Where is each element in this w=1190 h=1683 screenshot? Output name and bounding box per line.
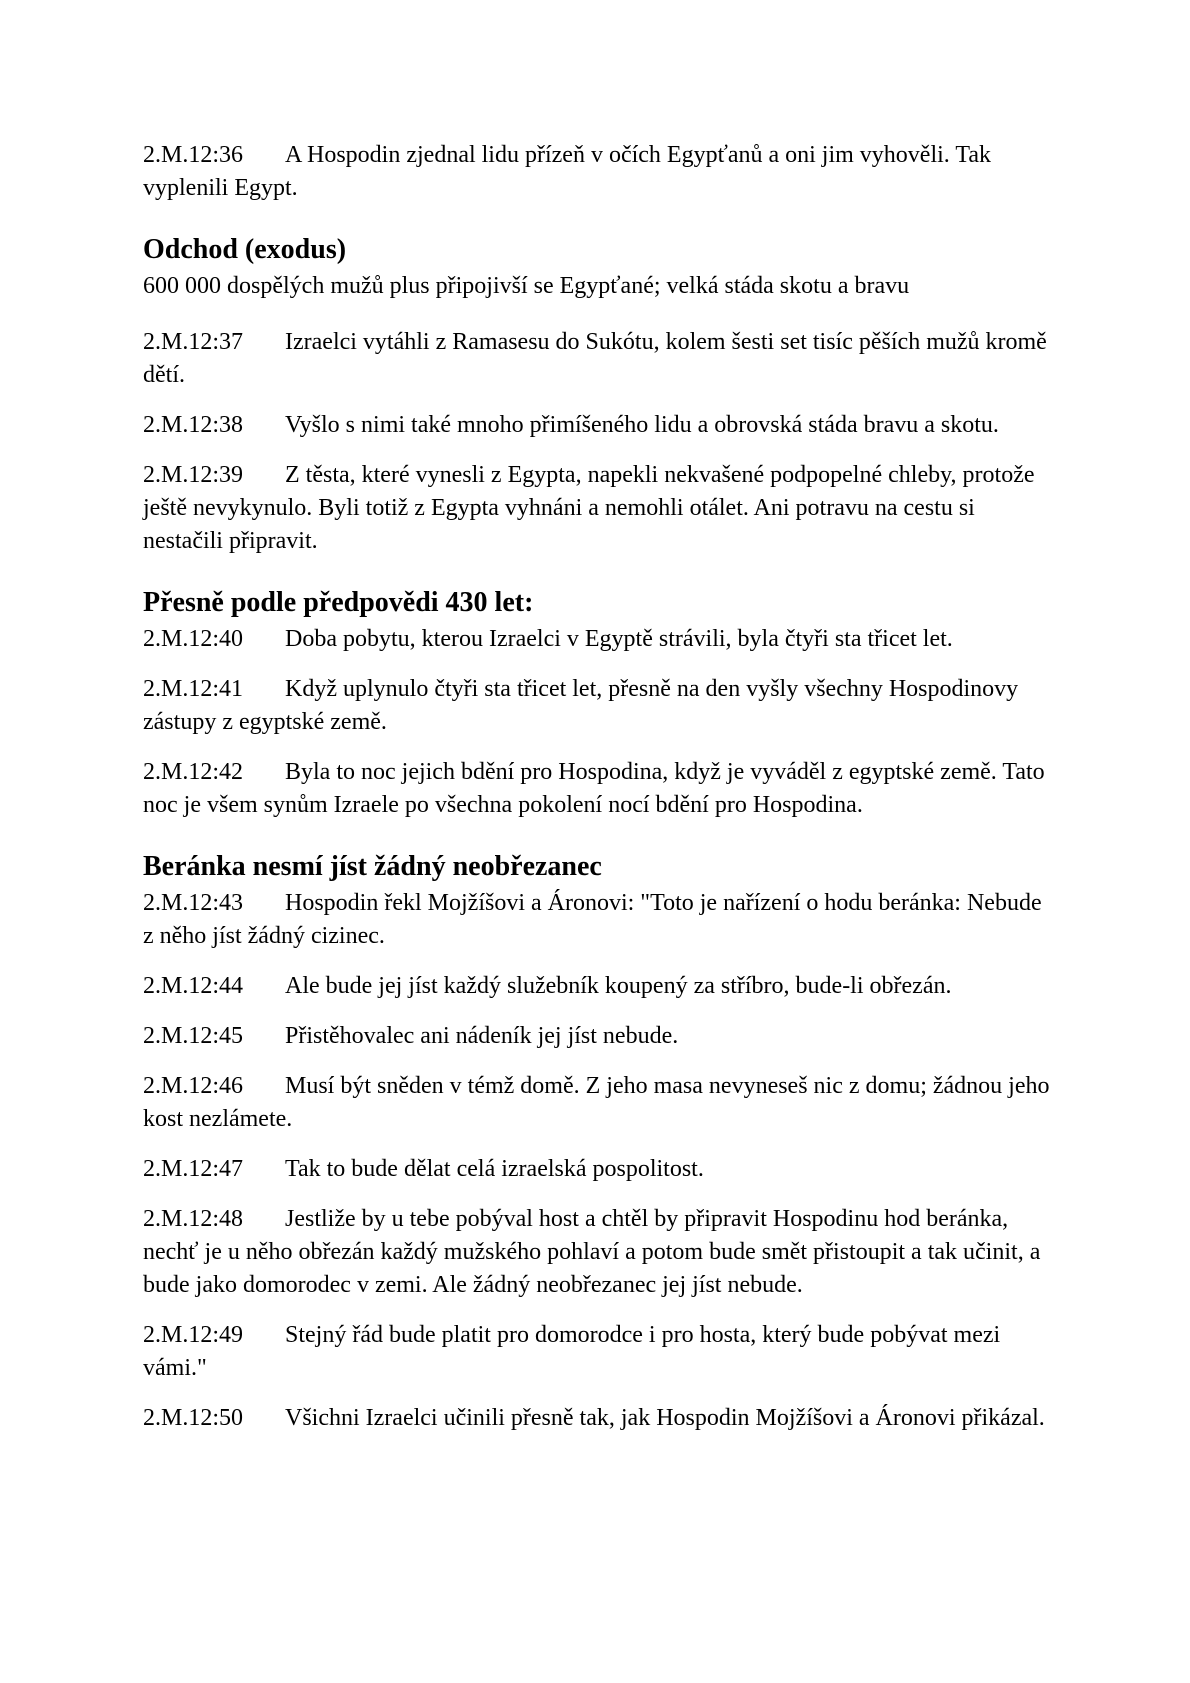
verse-paragraph <box>143 459 1053 558</box>
section-heading: Beránka nesmí jíst žádný neobřezanec <box>143 851 602 882</box>
verse-ref: 2.M.12:45 <box>143 1023 244 1049</box>
verse-paragraph <box>143 673 1053 739</box>
verse-text: Doba pobytu, kterou Izraelci v Egyptě strávili, byla čtyři sta třicet let. <box>285 626 953 652</box>
verse-ref: 2.M.12:37 <box>143 329 244 355</box>
verse-ref: 2.M.12:41 <box>143 676 244 702</box>
verse-text: Stejný řád bude platit pro domorodce i pro hosta, který bude pobývat mezi vámi." <box>143 1322 1001 1381</box>
verse-text: Když uplynulo čtyři sta třicet let, přesně na den vyšly všechny Hospodinovy zástupy z egyptské země. <box>143 676 1019 735</box>
section-heading: Přesně podle předpovědi 430 let: <box>143 587 534 618</box>
verse-ref: 2.M.12:43 <box>143 890 244 916</box>
verse-ref: 2.M.12:38 <box>143 412 244 438</box>
verse-paragraph <box>143 139 1053 205</box>
verse-text: Z těsta, které vynesli z Egypta, napekli nekvašené podpopelné chleby, protože ještě nevykynulo. Byli totiž z Egypta vyhnáni a nemohli otálet. Ani potravu na cestu si nestačili připravit. <box>143 462 1035 554</box>
verse-text: Tak to bude dělat celá izraelská pospolitost. <box>285 1156 704 1182</box>
verse-paragraph <box>143 1020 1053 1053</box>
verse-text: Ale bude jej jíst každý služebník koupený za stříbro, bude-li obřezán. <box>285 973 952 999</box>
verse-ref: 2.M.12:46 <box>143 1073 244 1099</box>
verse-ref: 2.M.12:40 <box>143 626 244 652</box>
section-intro <box>143 139 1053 205</box>
verse-text: Musí být sněden v témž domě. Z jeho masa nevyneseš nic z domu; žádnou jeho kost nezlámete. <box>143 1073 1050 1132</box>
verse-paragraph <box>143 1153 1053 1186</box>
verse-paragraph <box>143 1070 1053 1136</box>
verse-ref: 2.M.12:42 <box>143 759 244 785</box>
verse-ref: 2.M.12:47 <box>143 1156 244 1182</box>
verse-text: Vyšlo s nimi také mnoho přimíšeného lidu a obrovská stáda bravu a skotu. <box>285 412 999 438</box>
verse-paragraph <box>143 1203 1053 1302</box>
verse-ref: 2.M.12:36 <box>143 142 244 168</box>
verse-text: Hospodin řekl Mojžíšovi a Áronovi: "Toto je nařízení o hodu beránka: Nebude z něho jíst žádný cizinec. <box>143 890 1042 949</box>
section-430-let <box>143 585 1053 822</box>
verse-paragraph <box>143 887 1053 953</box>
verse-ref: 2.M.12:44 <box>143 973 244 999</box>
section-odchod-exodus <box>143 232 1053 558</box>
verse-paragraph <box>143 970 1053 1003</box>
verse-ref: 2.M.12:49 <box>143 1322 244 1348</box>
verse-text: Byla to noc jejich bdění pro Hospodina, když je vyváděl z egyptské země. Tato noc je všem synům Izraele po všechna pokolení nocí bdění pro Hospodina. <box>143 759 1045 818</box>
verse-paragraph <box>143 1402 1053 1435</box>
verse-text: A Hospodin zjednal lidu přízeň v očích Egypťanů a oni jim vyhověli. Tak vyplenili Egypt. <box>143 142 991 201</box>
section-subheading: 600 000 dospělých mužů plus připojivší se Egypťané; velká stáda skotu a bravu <box>143 273 910 299</box>
verse-text: Izraelci vytáhli z Ramasesu do Sukótu, kolem šesti set tisíc pěších mužů kromě dětí. <box>143 329 1047 388</box>
section-beranka-neobrezanec <box>143 849 1053 1435</box>
verse-text: Všichni Izraelci učinili přesně tak, jak Hospodin Mojžíšovi a Áronovi přikázal. <box>285 1405 1045 1431</box>
verse-paragraph <box>143 409 1053 442</box>
verse-ref: 2.M.12:48 <box>143 1206 244 1232</box>
verse-ref: 2.M.12:50 <box>143 1405 244 1431</box>
verse-ref: 2.M.12:39 <box>143 462 244 488</box>
verse-text: Jestliže by u tebe pobýval host a chtěl by připravit Hospodinu hod beránka, nechť je u něho obřezán každý mužského pohlaví a potom bude smět přistoupit a tak učinit, a bude jako domorodec v zemi. Ale žádný neobřezanec jej jíst nebude. <box>143 1206 1041 1298</box>
verse-paragraph <box>143 756 1053 822</box>
verse-paragraph <box>143 1319 1053 1385</box>
verse-text: Přistěhovalec ani nádeník jej jíst nebude. <box>285 1023 679 1049</box>
verse-paragraph <box>143 623 1053 656</box>
verse-paragraph <box>143 326 1053 392</box>
section-heading: Odchod (exodus) <box>143 234 347 265</box>
